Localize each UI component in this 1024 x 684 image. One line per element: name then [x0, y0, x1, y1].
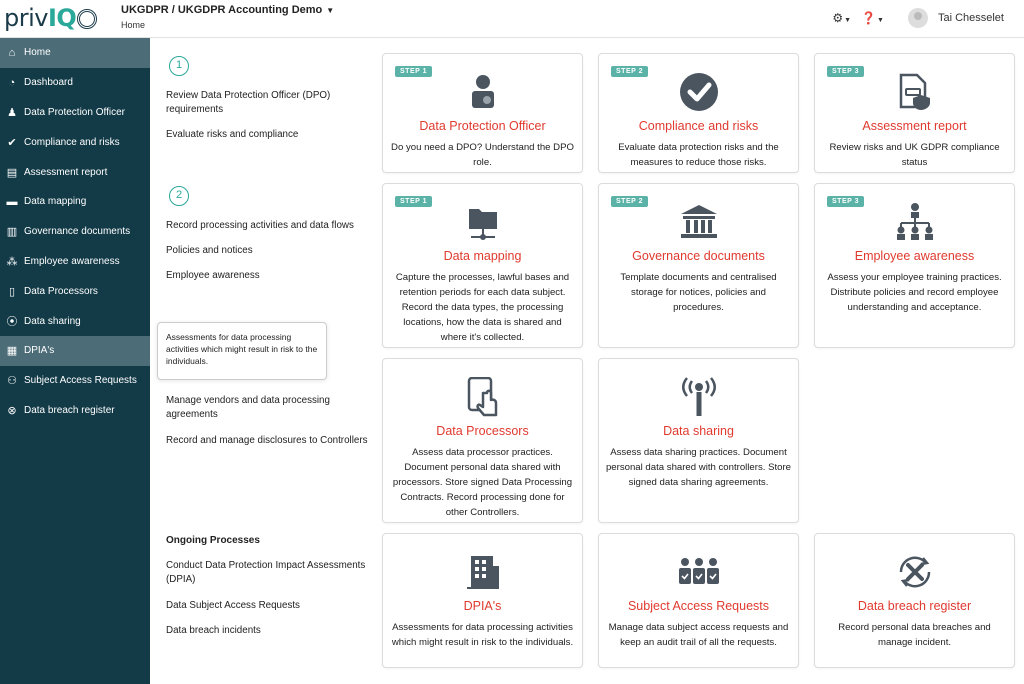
workspace-title[interactable]: UKGDPR / UKGDPR Accounting Demo — [121, 4, 323, 16]
step-link-policies[interactable]: Policies and notices — [166, 245, 253, 256]
report-shield-icon — [815, 72, 1014, 112]
step-link-evaluate-risks[interactable]: Evaluate risks and compliance — [166, 129, 299, 140]
step-badge: STEP 3 — [827, 196, 864, 207]
sidebar-item-governance[interactable] — [0, 217, 150, 247]
avatar[interactable] — [908, 8, 928, 28]
step-link-manage-vendors[interactable]: Manage vendors and data processing agreements — [166, 395, 330, 420]
card-desc: Evaluate data protection risks and the measures to reduce those risks. — [618, 142, 779, 168]
step-link-breach[interactable]: Data breach incidents — [166, 625, 261, 636]
org-chart-icon — [815, 202, 1014, 242]
sidebar-item-compliance[interactable] — [0, 127, 150, 157]
card-data-mapping[interactable] — [382, 183, 583, 348]
card-governance[interactable] — [598, 183, 799, 348]
users-check-icon — [599, 552, 798, 592]
home-icon: ⌂ — [8, 46, 16, 59]
sidebar-item-label: Data mapping — [24, 196, 87, 208]
card-data-processors[interactable] — [382, 358, 583, 523]
sidebar-item-label: Dashboard — [24, 77, 73, 89]
card-title: DPIA's — [463, 599, 502, 613]
logo-main: priv — [4, 4, 48, 32]
card-desc: Capture the processes, lawful bases and retention periods for each data subject. Record the data types, the processing locations, how the data is shared and where it's collected. — [395, 272, 570, 343]
sidebar-item-label: Subject Access Requests — [24, 375, 137, 387]
chevron-down-icon[interactable]: ▼ — [326, 6, 335, 15]
workspace-selector[interactable] — [121, 4, 334, 30]
sidebar-item-label: Data breach register — [24, 404, 115, 416]
sidebar-item-employee-awareness[interactable] — [0, 247, 150, 277]
card-desc: Template documents and centralised storage for notices, policies and procedures. — [620, 272, 777, 313]
step-link-sar[interactable]: Data Subject Access Requests — [166, 600, 300, 611]
tablet-touch-icon — [383, 377, 582, 417]
card-dpias[interactable] — [382, 533, 583, 668]
tablet-icon: ▯ — [8, 285, 16, 298]
user-name[interactable]: Tai Chesselet — [937, 12, 1004, 24]
report-icon: ▤ — [6, 166, 18, 179]
card-title: Data sharing — [663, 424, 734, 438]
step-link-review-dpo[interactable]: Review Data Protection Officer (DPO) requirements — [166, 90, 331, 115]
sidebar-item-dpias[interactable] — [0, 336, 150, 366]
step-badge: STEP 1 — [395, 66, 432, 77]
step-number-2: 2 — [169, 186, 189, 206]
step-badge: STEP 3 — [827, 66, 864, 77]
person-icon: ♟ — [7, 106, 17, 119]
card-desc: Review risks and UK GDPR compliance status — [829, 142, 1000, 168]
card-desc: Do you need a DPO? Understand the DPO role. — [391, 142, 574, 168]
sidebar-item-label: Home — [24, 47, 51, 59]
sidebar-item-label: Compliance and risks — [24, 136, 120, 148]
antenna-icon: ⦿ — [6, 316, 18, 329]
sidebar-item-subject-access[interactable] — [0, 366, 150, 396]
card-desc: Assess data processor practices. Document personal data shared with processors. Store signed Data Processing Contracts. Record processing done for other Controllers. — [392, 447, 573, 518]
step-badge: STEP 2 — [611, 196, 648, 207]
folder-icon: ▬ — [6, 195, 18, 208]
sidebar-item-label: DPIA's — [24, 345, 55, 357]
card-desc: Assess your employee training practices. Distribute policies and record employee understanding and acceptance. — [827, 272, 1002, 313]
card-data-breach[interactable] — [814, 533, 1015, 668]
sidebar-item-data-sharing[interactable] — [0, 306, 150, 336]
dashboard-icon: ◔ — [8, 76, 16, 89]
step-link-disclosures[interactable]: Record and manage disclosures to Controllers — [166, 435, 368, 446]
card-title: Data Protection Officer — [419, 119, 546, 133]
sidebar — [0, 38, 150, 684]
ongoing-heading: Ongoing Processes — [166, 535, 260, 546]
folder-network-icon — [383, 202, 582, 242]
card-title: Governance documents — [632, 249, 765, 263]
logo[interactable] — [4, 4, 97, 32]
building-icon: ▦ — [6, 345, 18, 358]
building-icon — [383, 552, 582, 592]
question-icon[interactable]: ❓▼ — [861, 11, 884, 25]
sidebar-item-home[interactable] — [0, 38, 150, 68]
gear-icon[interactable]: ⚙▼ — [832, 11, 852, 25]
card-title: Data Processors — [436, 424, 529, 438]
card-subject-access[interactable] — [598, 533, 799, 668]
sidebar-item-dpo[interactable] — [0, 98, 150, 128]
sidebar-item-label: Employee awareness — [24, 255, 120, 267]
card-title: Subject Access Requests — [627, 599, 770, 613]
check-icon: ✔ — [7, 136, 17, 149]
card-desc: Assess data sharing practices. Document personal data shared with controllers. Store signed data sharing agreements. — [605, 447, 792, 488]
sidebar-item-label: Data Processors — [24, 285, 98, 297]
card-title: Assessment report — [862, 119, 967, 133]
step-badge: STEP 2 — [611, 66, 648, 77]
sidebar-item-data-mapping[interactable] — [0, 187, 150, 217]
sidebar-item-label: Data Protection Officer — [24, 106, 125, 118]
sidebar-item-data-processors[interactable] — [0, 276, 150, 306]
card-data-sharing[interactable] — [598, 358, 799, 523]
antenna-icon — [599, 377, 798, 417]
step-link-dpia[interactable]: Conduct Data Protection Impact Assessments (DPIA) — [166, 560, 366, 585]
breadcrumb[interactable]: Home — [121, 20, 146, 30]
sidebar-item-assessment-report[interactable] — [0, 157, 150, 187]
sidebar-item-label: Governance documents — [24, 226, 131, 238]
card-title: Data breach register — [857, 599, 972, 613]
step-link-employee-awareness[interactable]: Employee awareness — [166, 270, 260, 281]
card-title: Data mapping — [443, 249, 522, 263]
card-desc: Record personal data breaches and manage incident. — [838, 622, 991, 648]
sidebar-item-label: Data sharing — [24, 315, 81, 327]
breach-icon: ⊗ — [7, 404, 17, 417]
card-title: Employee awareness — [854, 249, 975, 263]
card-compliance[interactable] — [598, 53, 799, 173]
top-bar — [0, 0, 1024, 38]
sidebar-item-label: Assessment report — [24, 166, 108, 178]
card-desc: Assessments for data processing activities which might result in risk to the individuals. — [391, 622, 574, 648]
card-employee-awareness[interactable] — [814, 183, 1015, 348]
bank-icon — [599, 202, 798, 242]
card-assessment-report[interactable] — [814, 53, 1015, 173]
sidebar-item-data-breach[interactable] — [0, 396, 150, 426]
tooltip: Assessments for data processing activities which might result in risk to the individuals. — [157, 322, 327, 380]
person-icon — [383, 72, 582, 112]
step-link-record-processing[interactable]: Record processing activities and data flows — [166, 220, 354, 231]
card-title: Compliance and risks — [638, 119, 759, 133]
card-dpo[interactable] — [382, 53, 583, 173]
fingerprint-icon — [77, 9, 97, 29]
check-circle-icon — [599, 72, 798, 112]
card-desc: Manage data subject access requests and keep an audit trail of all the requests. — [608, 622, 789, 648]
breach-icon — [815, 552, 1014, 592]
step-number-1: 1 — [169, 56, 189, 76]
step-badge: STEP 1 — [395, 196, 432, 207]
bank-icon: ▥ — [6, 226, 18, 239]
users-icon: ⚇ — [7, 375, 17, 388]
logo-accent: IQ — [47, 4, 77, 32]
org-icon: ⁂ — [6, 255, 18, 268]
sidebar-item-dashboard[interactable] — [0, 68, 150, 98]
